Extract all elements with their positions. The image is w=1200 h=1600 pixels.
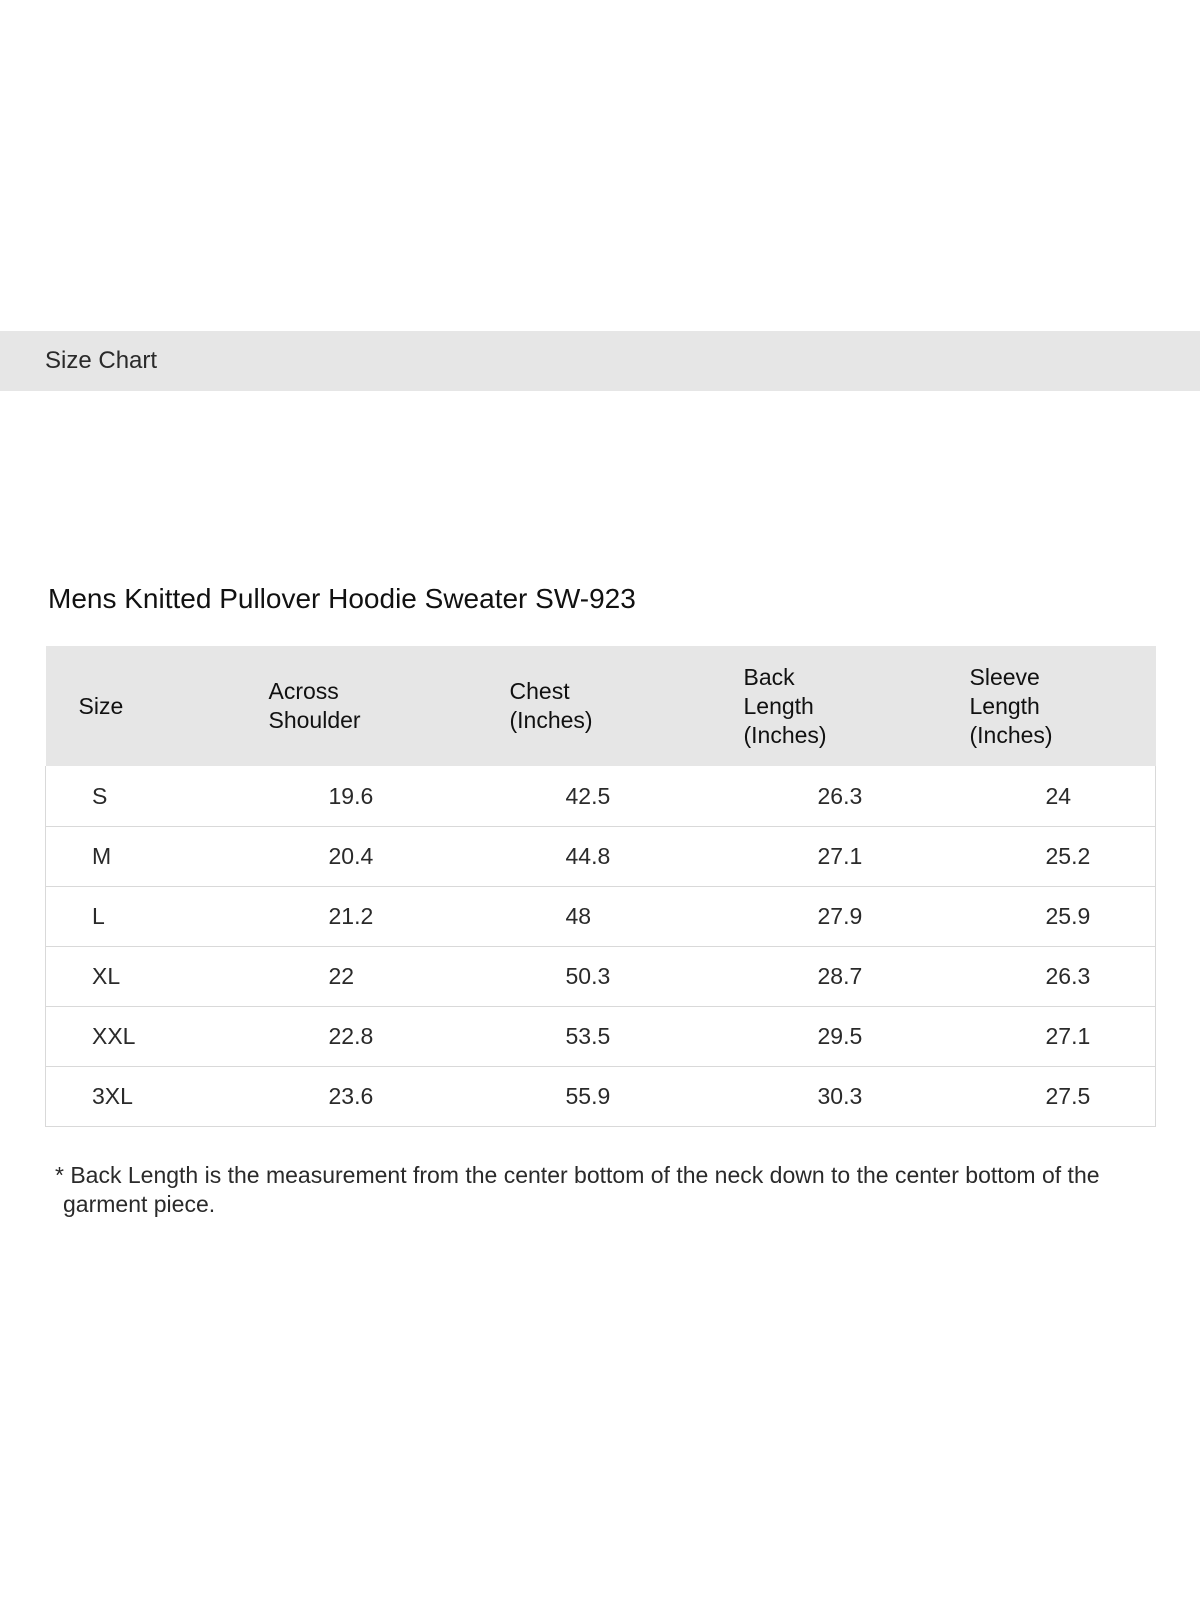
- cell-sleeve-length: 25.9: [1045, 903, 1091, 929]
- cell-size: XL: [92, 963, 121, 989]
- cell-chest: 42.5: [565, 782, 611, 809]
- size-table: [45, 646, 1156, 1127]
- cell-sleeve-length: 25.2: [1045, 843, 1091, 869]
- cell-chest: 55.9: [565, 1083, 611, 1109]
- cell-size: S: [92, 782, 108, 809]
- table-row: [46, 946, 1156, 1006]
- cell-sleeve-length: 27.1: [1045, 1023, 1091, 1049]
- header-row: [46, 646, 1156, 766]
- cell-sleeve-length: 26.3: [1045, 963, 1091, 989]
- table-row: [46, 1006, 1156, 1066]
- cell-back-length: 29.5: [817, 1023, 863, 1049]
- footnote-line-2: garment piece.: [63, 1191, 216, 1217]
- cell-across-shoulder: 20.4: [328, 843, 374, 869]
- table-row: [46, 826, 1156, 886]
- cell-back-length: 27.1: [817, 843, 863, 869]
- product-title: Mens Knitted Pullover Hoodie Sweater SW-923: [48, 583, 636, 614]
- cell-chest: 44.8: [565, 843, 611, 869]
- header-size: Size: [78, 692, 124, 719]
- cell-chest: 50.3: [565, 963, 611, 989]
- footnote-line-1: * Back Length is the measurement from the center bottom of the neck down to the center bottom of the: [55, 1162, 1100, 1188]
- cell-size: M: [92, 843, 112, 869]
- header-sleeve-length: Sleeve Length (Inches): [969, 663, 1053, 748]
- cell-across-shoulder: 22: [328, 963, 355, 989]
- header-back-length: Back Length (Inches): [743, 663, 827, 748]
- cell-back-length: 30.3: [817, 1083, 863, 1109]
- back-length-footnote: [55, 1161, 1115, 1219]
- table-row: [46, 886, 1156, 946]
- cell-across-shoulder: 21.2: [328, 903, 374, 929]
- cell-back-length: 28.7: [817, 963, 863, 989]
- cell-sleeve-length: 24: [1045, 782, 1072, 809]
- table-row: [46, 1066, 1156, 1126]
- table-header: [46, 646, 1156, 766]
- table-body: [46, 766, 1156, 1126]
- cell-size: 3XL: [92, 1083, 133, 1109]
- table-row: [46, 766, 1156, 826]
- cell-size: XXL: [92, 1023, 136, 1049]
- cell-across-shoulder: 19.6: [328, 782, 374, 809]
- cell-across-shoulder: 23.6: [328, 1083, 374, 1109]
- cell-chest: 48: [565, 903, 592, 929]
- banner-title: Size Chart: [45, 347, 158, 374]
- size-chart-banner: [0, 331, 1200, 391]
- cell-across-shoulder: 22.8: [328, 1023, 374, 1049]
- cell-sleeve-length: 27.5: [1045, 1083, 1091, 1109]
- cell-back-length: 27.9: [817, 903, 863, 929]
- cell-size: L: [92, 903, 105, 929]
- header-across-shoulder: Across Shoulder: [268, 678, 361, 733]
- cell-chest: 53.5: [565, 1023, 611, 1049]
- cell-back-length: 26.3: [817, 782, 863, 809]
- header-chest: Chest (Inches): [509, 678, 593, 733]
